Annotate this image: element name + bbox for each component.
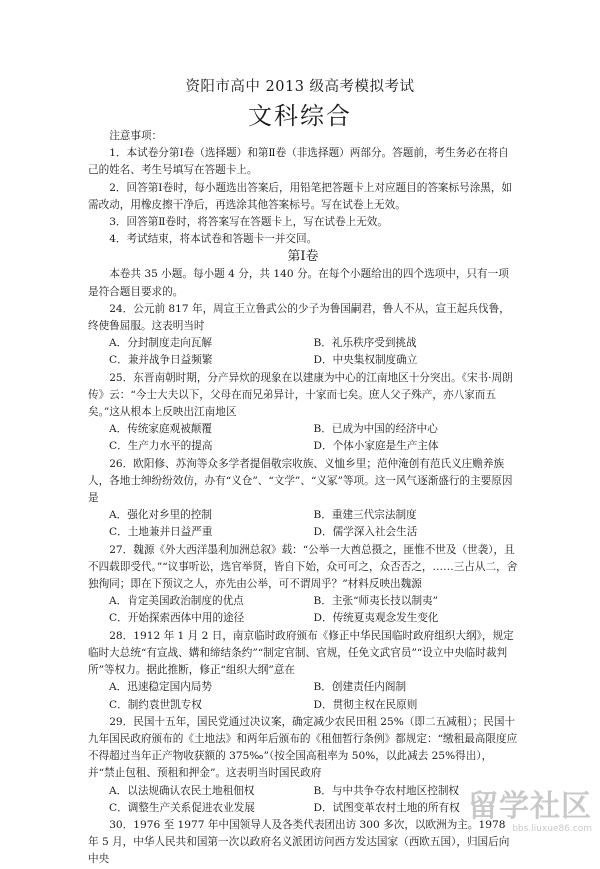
exam-content — [88, 128, 518, 869]
subject-title: 文科综合 — [248, 102, 352, 130]
question-options-24 — [88, 335, 518, 369]
option-c: C．生产力水平的提高 — [109, 440, 213, 453]
option-a: A．以法规确认农民土地租佃权 — [109, 784, 255, 797]
notice-item: 3．回答第Ⅱ卷时，将答案写在答题卡上，写在试卷上无效。 — [109, 216, 388, 229]
option-c: C．兼并战争日益频繁 — [109, 354, 213, 367]
option-c: C．调整生产关系促进农业发展 — [109, 801, 255, 814]
notice-item: 2．回答第Ⅰ卷时，每小题选出答案后，用铅笔把答题卡上对应题目的答案标号涂黑，如需改动，用橡皮擦干净后，再选涂其他答案标号。写在试卷上无效。 — [88, 181, 513, 211]
option-d: D．传统夏夷观念发生变化 — [313, 612, 439, 625]
option-b: B．主张“师夷长技以制夷” — [313, 595, 439, 608]
question-options-29 — [88, 783, 518, 817]
section-title: 第Ⅰ卷 — [287, 249, 319, 265]
option-b: B．与中共争夺农村地区控制权 — [313, 784, 460, 797]
option-c: C．制约袁世凯专权 — [109, 698, 202, 711]
option-a: A．强化对乡里的控制 — [109, 509, 212, 522]
option-d: D．中央集权制度确立 — [313, 354, 418, 367]
option-a: A．传统家庭观被颠覆 — [109, 423, 212, 436]
question-stem-24: 24．公元前 817 年，周宣王立鲁武公的少子为鲁国嗣君，鲁人不从，宣王起兵伐鲁，终使鲁屈服。这表明当时 — [88, 302, 510, 333]
question-options-25 — [88, 421, 518, 455]
section-intro: 本卷共 35 小题。每小题 4 分，共 140 分。在每个小题给出的四个选项中，只有一项是符合题目要求的。 — [88, 268, 509, 298]
question-options-27 — [88, 593, 518, 627]
option-b: B．已成为中国的经济中心 — [313, 423, 438, 436]
option-b: B．重建三代宗法制度 — [313, 509, 417, 522]
option-a: A．分封制度走向瓦解 — [109, 337, 212, 350]
question-options-26 — [88, 507, 518, 541]
site-watermark — [464, 790, 592, 842]
question-stem-30: 30．1976 至 1977 年中国领导人及各类代表团出访 300 多次，以欧洲为主。1978 年 5 月，中华人民共和国第一次以政府名义派团访问西方发达国家（西欧五国），归国后向中央 — [88, 818, 510, 866]
watermark-url: bbs.liuxue86.com — [512, 824, 592, 834]
notice-item: 4．考试结束，将本试卷和答题卡一并交回。 — [109, 233, 318, 246]
notice-heading: 注意事项： — [109, 130, 163, 142]
option-c: C．土地兼并日益严重 — [109, 526, 213, 539]
question-stem-26: 26．欧阳修、苏洵等众多学者提倡敬宗收族、义恤乡里；范仲淹创有范氏义庄赡养族人，各地士绅纷纷效仿，办有“义仓”、“文学”、“义冢”等项。这一风气逐渐盛行的主要原因是 — [88, 457, 513, 505]
option-b: B．创建责任内阁制 — [313, 681, 407, 694]
option-a: A．肯定美国政治制度的优点 — [109, 595, 244, 608]
exam-title: 资阳市高中 2013 级高考模拟考试 — [185, 79, 415, 95]
option-d: D．贯彻主权在民原则 — [313, 698, 418, 711]
option-d: D．试图变革农村土地的所有权 — [313, 801, 460, 814]
question-stem-25: 25．东晋南朝时期，分产异炊的现象在以建康为中心的江南地区十分突出。《宋书·周朗传》云：“今士大夫以下，父母在而兄弟异计，十家而七矣。庶人父子殊产，亦八家而五矣。”这从根本上反映出江南地区 — [88, 371, 513, 419]
notice-item: 1．本试卷分第Ⅰ卷（选择题）和第Ⅱ卷（非选择题）两部分。答题前，考生务必在将自己的姓名、考生号填写在答题卡上。 — [88, 147, 509, 177]
option-d: D．个体小家庭是生产主体 — [313, 440, 439, 453]
option-a: A．迅速稳定国内局势 — [109, 681, 212, 694]
watermark-logo: 留学社区 — [468, 789, 592, 824]
option-b: B．礼乐秩序受到挑战 — [313, 337, 417, 350]
question-stem-27: 27．魏源《外大西洋墨利加洲总叙》载：“公举一大酋总摄之，匪惟不世及（世袭），且不四载即受代。”“议事听讼，选官举贤，皆自下始，众可可之，众否否之，……三占从二，舍独徇同；即在下预议之人，亦先由公举，可不谓周乎？”材料反映出魏源 — [88, 543, 518, 591]
question-options-28 — [88, 679, 518, 713]
question-stem-28: 28．1912 年 1 月 2 日，南京临时政府颁布《修正中华民国临时政府组织大纲》，规定临时大总统“有宣战、媾和缔结条约”“制定官制、官规，任免文武官员”“设立中央临时裁判所”等权力。据此推断，修正“组织大纲”意在 — [88, 629, 514, 677]
option-d: D．儒学深入社会生活 — [313, 526, 418, 539]
option-c: C．开始探索西体中用的途径 — [109, 612, 245, 625]
question-stem-29: 29．民国十五年，国民党通过决议案，确定减少农民田租 25%（即二五减租）；民国十九年国民政府颁布的《土地法》和两年后颁布的《租佃暂行条例》都规定：“缴租最高限度应不得超过当年正产物收获额的 375‰”（按全国高租率为 50%，以此减去 25%得出），并“禁止包租、预租和押金”。这表明当时国民政府 — [88, 715, 518, 780]
